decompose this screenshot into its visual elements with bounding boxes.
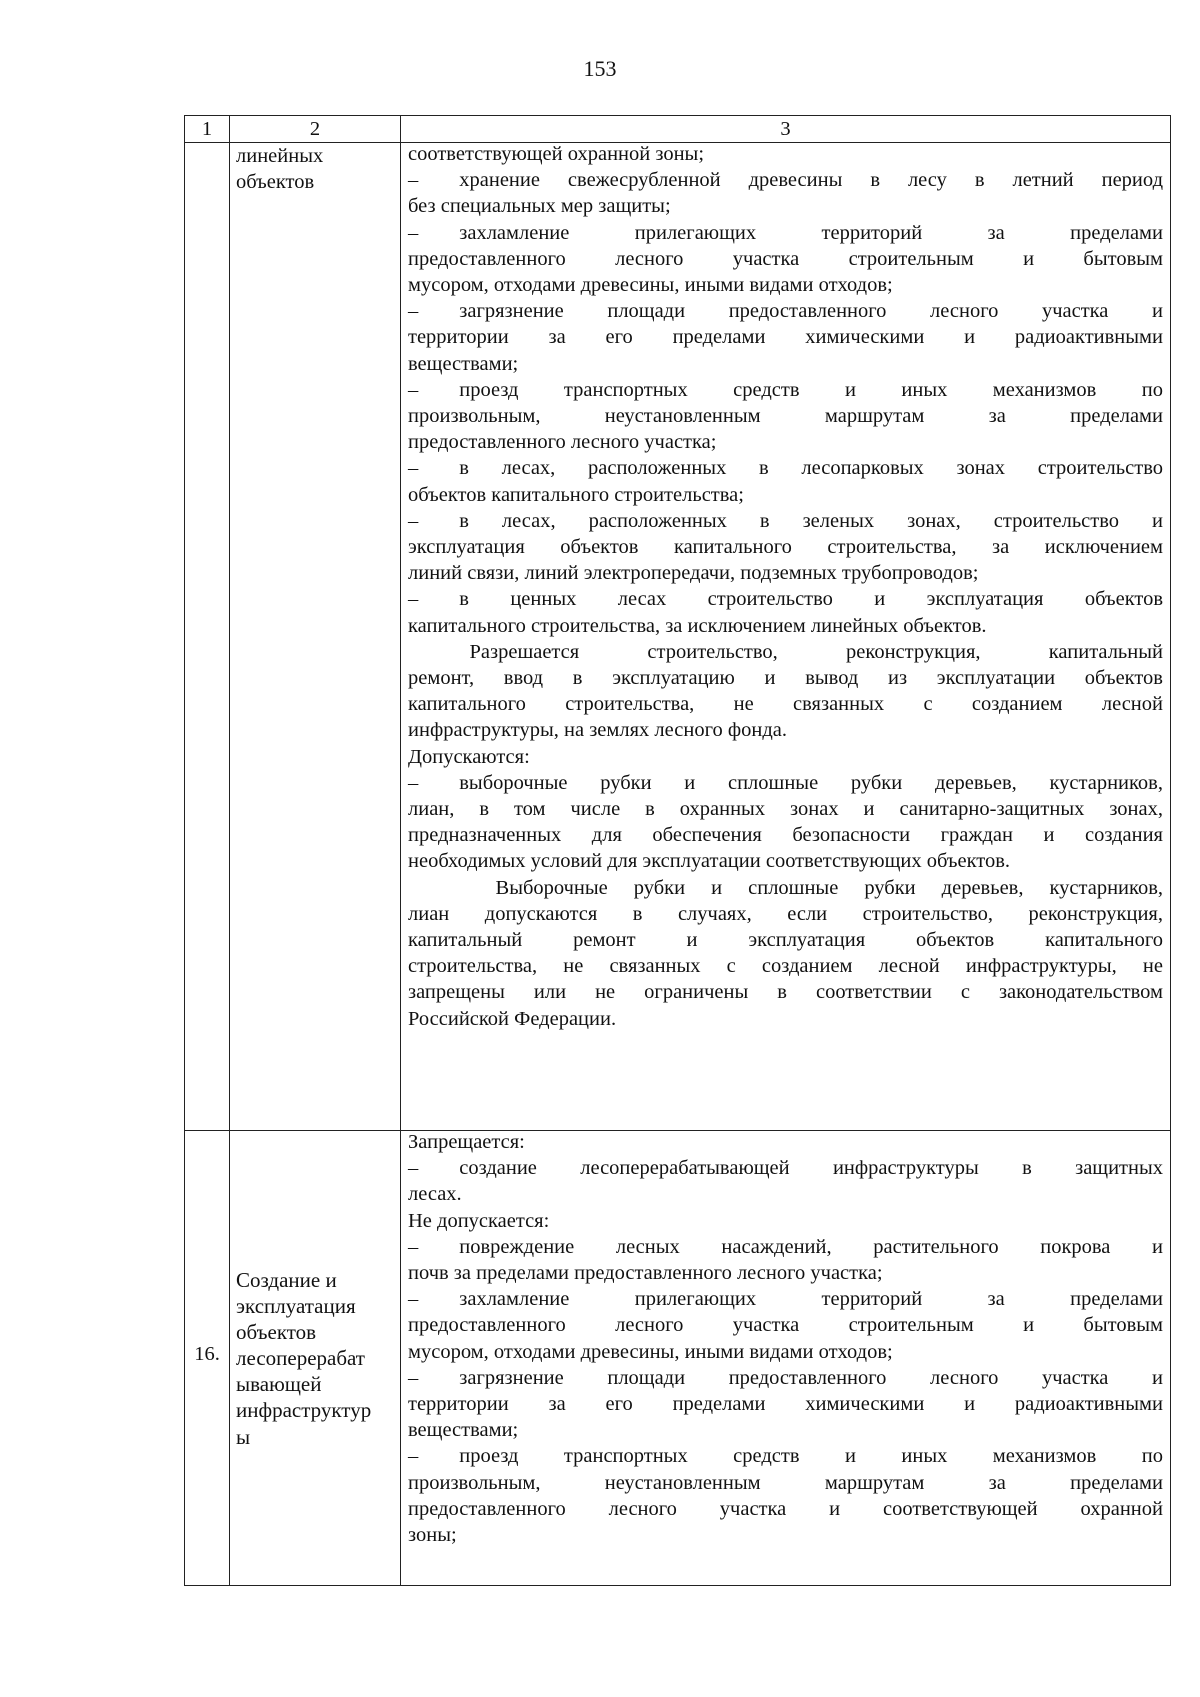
- activity-name-line: эксплуатация: [236, 1294, 356, 1319]
- table-header-row: [185, 116, 1171, 143]
- activity-name-cell: [230, 1131, 401, 1586]
- table-row: [185, 1131, 1171, 1586]
- requirements-cell: [401, 1131, 1171, 1586]
- text-line: запрещены или не ограничены в соответствии с законодательством: [408, 981, 1163, 1004]
- text-line: мусором, отходами древесины, иными видами отходов;: [408, 274, 893, 296]
- text-line: предоставленного лесного участка строительным и бытовым: [408, 247, 1163, 270]
- text-line: – в лесах, расположенных в зеленых зонах, строительство и: [408, 509, 1163, 532]
- row-number-cell: [185, 1131, 230, 1586]
- text-line: – хранение свежесрубленной древесины в лесу в летний период: [408, 169, 1163, 192]
- text-line: соответствующей охранной зоны;: [408, 143, 705, 165]
- text-line: – в ценных лесах строительство и эксплуатация объектов: [408, 588, 1163, 611]
- text-line: Выборочные рубки и сплошные рубки деревьев, кустарников,: [408, 876, 1163, 899]
- text-line: необходимых условий для эксплуатации соответствующих объектов.: [408, 850, 1011, 873]
- text-line: капитального строительства, не связанных с созданием лесной: [408, 693, 1163, 716]
- text-line: инфраструктуры, на землях лесного фонда.: [408, 719, 787, 742]
- text-line: лесах.: [408, 1183, 462, 1206]
- text-line: – загрязнение площади предоставленного лесного участка и: [408, 1366, 1163, 1389]
- regulation-table: [184, 115, 1171, 1586]
- text-line: предоставленного лесного участка;: [408, 431, 717, 454]
- text-line: произвольным, неустановленным маршрутам за пределами: [408, 1471, 1163, 1494]
- requirements-cell: [401, 143, 1171, 1131]
- text-line: эксплуатация объектов капитального строительства, за исключением: [408, 536, 1163, 558]
- text-line: территории за его пределами химическими и радиоактивными: [408, 1393, 1163, 1415]
- activity-name-line: ывающей: [236, 1372, 322, 1397]
- text-line: веществами;: [408, 352, 519, 375]
- row-number: 16.: [194, 1343, 220, 1365]
- text-line: строительства, не связанных с созданием лесной инфраструктуры, не: [408, 955, 1163, 978]
- text-line: капитальный ремонт и эксплуатация объектов капитального: [408, 929, 1163, 951]
- text-line: предоставленного лесного участка строительным и бытовым: [408, 1314, 1163, 1337]
- text-line: без специальных мер защиты;: [408, 195, 671, 218]
- activity-name-line: лесоперерабат: [236, 1346, 365, 1371]
- table-row: [185, 143, 1171, 1131]
- text-line: произвольным, неустановленным маршрутам за пределами: [408, 405, 1163, 427]
- text-line: Разрешается строительство, реконструкция, капитальный: [408, 640, 1163, 663]
- activity-name-line: ы: [236, 1424, 251, 1449]
- activity-name-line: Создание и: [236, 1268, 337, 1292]
- text-line: – создание лесоперерабатывающей инфраструктуры в защитных: [408, 1157, 1163, 1180]
- header-col-3: 3: [401, 116, 1171, 143]
- activity-name-line: объектов: [236, 171, 315, 194]
- activity-name-line: линейных: [236, 145, 324, 167]
- text-line: – проезд транспортных средств и иных механизмов по: [408, 1445, 1163, 1468]
- text-line: предоставленного лесного участка и соответствующей охранной: [408, 1497, 1163, 1520]
- text-line: – захламление прилегающих территорий за пределами: [408, 221, 1163, 244]
- text-line: Допускаются:: [408, 745, 530, 768]
- text-line: Запрещается:: [408, 1131, 525, 1153]
- text-line: – загрязнение площади предоставленного лесного участка и: [408, 300, 1163, 323]
- text-line: ремонт, ввод в эксплуатацию и вывод из эксплуатации объектов: [408, 667, 1163, 689]
- text-line: объектов капитального строительства;: [408, 483, 744, 506]
- text-line: – проезд транспортных средств и иных механизмов по: [408, 378, 1163, 401]
- text-line: – захламление прилегающих территорий за пределами: [408, 1288, 1163, 1311]
- header-col-2: 2: [230, 116, 401, 143]
- page-number: 153: [583, 56, 617, 81]
- text-line: – выборочные рубки и сплошные рубки деревьев, кустарников,: [408, 771, 1163, 794]
- text-line: территории за его пределами химическими и радиоактивными: [408, 326, 1163, 349]
- text-line: капитального строительства, за исключением линейных объектов.: [408, 614, 987, 637]
- text-line: почв за пределами предоставленного лесного участка;: [408, 1262, 883, 1284]
- text-line: – повреждение лесных насаждений, растительного покрова и: [408, 1235, 1163, 1258]
- activity-name-cell: [230, 143, 401, 1131]
- text-line: зоны;: [408, 1524, 457, 1546]
- text-line: Не допускается:: [408, 1209, 550, 1232]
- text-line: Российской Федерации.: [408, 1007, 617, 1030]
- text-line: лиан допускаются в случаях, если строительство, реконструкция,: [408, 902, 1163, 925]
- header-col-1: 1: [185, 116, 230, 143]
- text-line: мусором, отходами древесины, иными видами отходов;: [408, 1340, 893, 1363]
- text-line: предназначенных для обеспечения безопасности граждан и создания: [408, 824, 1163, 847]
- text-line: веществами;: [408, 1419, 519, 1442]
- activity-name-line: объектов: [236, 1320, 317, 1345]
- row-number-cell: [185, 143, 230, 1131]
- text-line: линий связи, линий электропередачи, подземных трубопроводов;: [408, 562, 979, 585]
- text-line: – в лесах, расположенных в лесопарковых зонах строительство: [408, 457, 1163, 480]
- activity-name-line: инфраструктур: [236, 1398, 372, 1423]
- text-line: лиан, в том числе в охранных зонах и санитарно-защитных зонах,: [408, 798, 1163, 820]
